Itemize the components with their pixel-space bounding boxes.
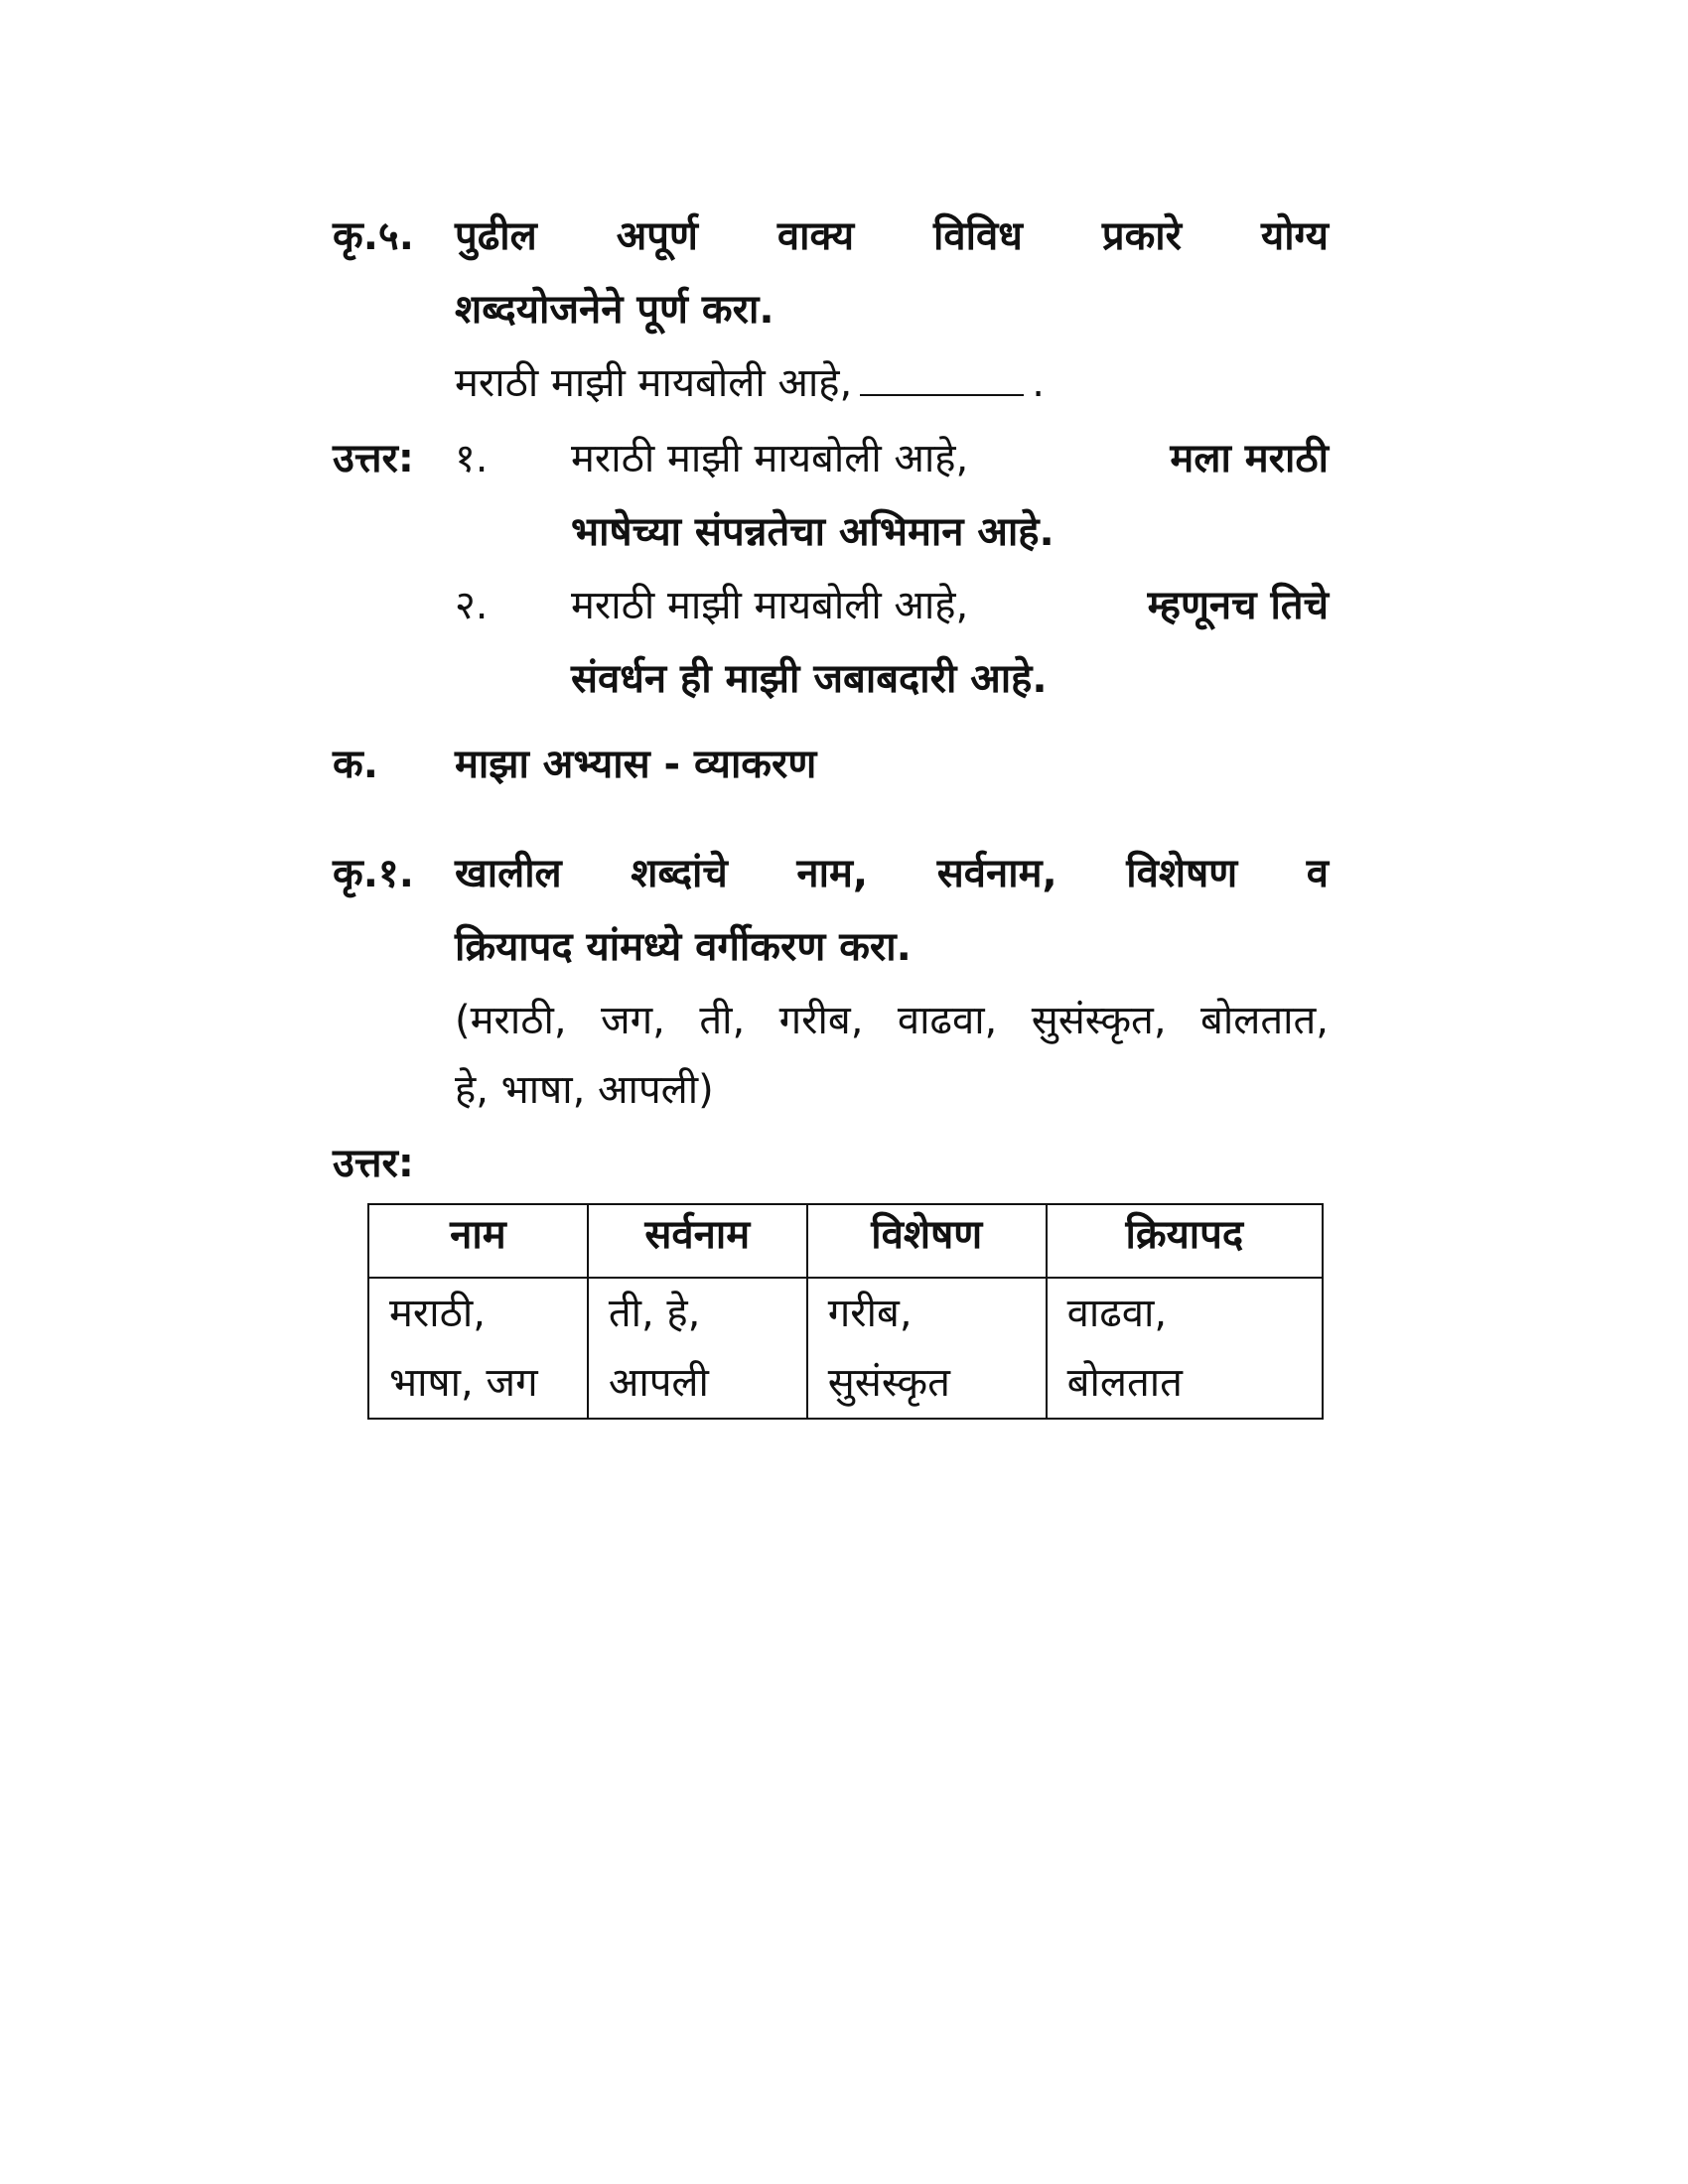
answer-item-number: २.: [455, 583, 489, 628]
answer-label: उत्तर:: [333, 436, 414, 481]
answer-item-lead: मराठी माझी मायबोली आहे,: [571, 436, 969, 481]
table-header-row: [368, 1204, 1323, 1278]
q5-text-line1: पुढील अपूर्ण वाक्य विविध प्रकारे योग्य: [455, 213, 1329, 259]
cell-line: ती, हे,: [608, 1291, 701, 1336]
table-header: क्रियापद: [1047, 1204, 1323, 1278]
table-cell: [1047, 1278, 1323, 1419]
table-header: नाम: [368, 1204, 588, 1278]
answer-item-2-line2: संवर्धन ही माझी जबाबदारी आहे.: [571, 656, 1048, 702]
table-cell: [368, 1278, 588, 1419]
cell-line: वाढवा,: [1066, 1291, 1168, 1336]
answer-item-rest: म्हणूनच तिचे: [1147, 583, 1329, 628]
section-label: क.: [333, 742, 378, 787]
q5-text-line2: शब्दयोजनेने पूर्ण करा.: [455, 287, 774, 333]
q5-prompt-text: मराठी माझी मायबोली आहे,: [455, 360, 853, 406]
cell-line: गरीब,: [827, 1291, 913, 1336]
fill-blank: [860, 364, 1024, 396]
q1-text-line2: क्रियापद यांमध्ये वर्गीकरण करा.: [455, 924, 912, 970]
q1-number: कृ.१.: [333, 851, 414, 896]
answer-item-number: १.: [455, 436, 489, 481]
q1-words-line2: हे, भाषा, आपली): [455, 1067, 714, 1113]
cell-line: भाषा, जग: [389, 1360, 538, 1406]
answer-label: उत्तर:: [333, 1141, 414, 1186]
q5-prompt: [455, 357, 1045, 409]
table-cell: [588, 1278, 807, 1419]
table-row: [368, 1278, 1323, 1419]
answer-item-1-line1: [571, 433, 1329, 484]
table-cell: [807, 1278, 1047, 1419]
answer-item-rest: मला मराठी: [1170, 436, 1329, 481]
cell-line: मराठी,: [389, 1291, 486, 1336]
q5-prompt-end: .: [1032, 360, 1045, 406]
cell-line: सुसंस्कृत: [827, 1360, 950, 1406]
q5-number: कृ.५.: [333, 213, 414, 259]
section-title: माझा अभ्यास - व्याकरण: [455, 742, 817, 787]
q1-words-line1: (मराठी, जग, ती, गरीब, वाढवा, सुसंस्कृत, बोलतात,: [455, 998, 1329, 1043]
answer-item-1-line2: भाषेच्या संपन्नतेचा अभिमान आहे.: [571, 509, 1055, 555]
q1-text-line1: खालील शब्दांचे नाम, सर्वनाम, विशेषण व: [455, 851, 1329, 896]
table-header: विशेषण: [807, 1204, 1047, 1278]
answer-item-2-line1: [571, 580, 1329, 631]
table-header: सर्वनाम: [588, 1204, 807, 1278]
answer-item-lead: मराठी माझी मायबोली आहे,: [571, 583, 969, 628]
cell-line: आपली: [608, 1360, 709, 1406]
cell-line: बोलतात: [1066, 1360, 1183, 1406]
classification-table: [367, 1203, 1324, 1420]
